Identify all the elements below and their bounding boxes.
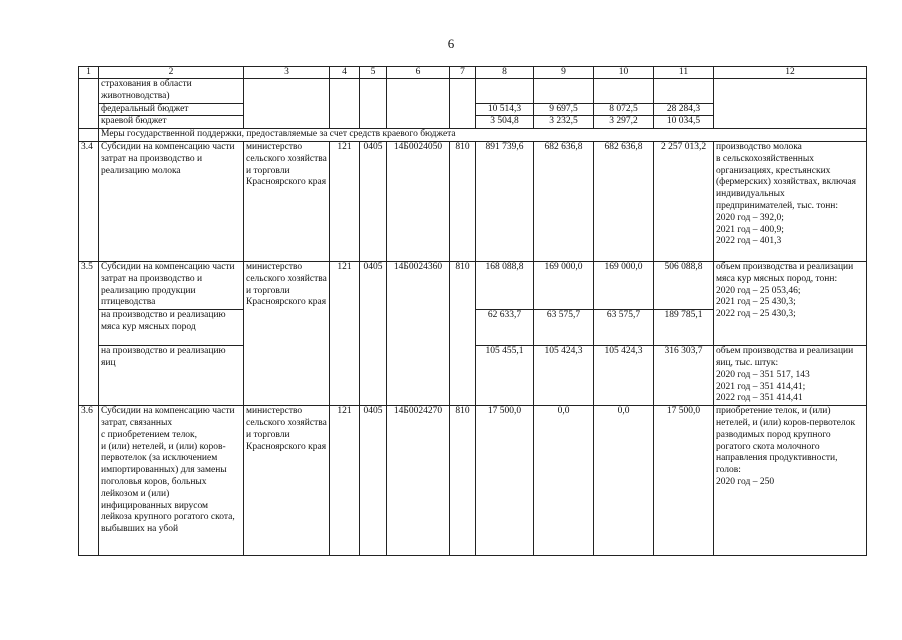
table-cell: 63 575,7 (594, 310, 654, 346)
row-number: 3.4 (79, 141, 99, 261)
measure-name: Субсидии на компенсацию части затрат на производство и реализацию молока (99, 141, 244, 261)
result-indicator: объем производства и реализации мяса кур мясных пород, тонн: 2020 год – 25 053,46; 2021 год – 25 430,3; 2022 год – 25 430,3; (714, 261, 867, 345)
ministry: министерство сельского хозяйства и торговли Красноярского края (244, 406, 330, 556)
table-cell: 810 (450, 141, 476, 261)
table-cell: 2 257 013,2 (654, 141, 714, 261)
table-cell: 17 500,0 (654, 406, 714, 556)
table-cell: 62 633,7 (476, 310, 534, 346)
table-cell: 0405 (360, 406, 387, 556)
table-cell: 3 297,2 (594, 116, 654, 129)
table-cell: 10 514,3 (476, 103, 534, 116)
ministry: министерство сельского хозяйства и торговли Красноярского края (244, 261, 330, 405)
table-cell: 168 088,8 (476, 261, 534, 309)
table-row (79, 79, 867, 104)
table-row (79, 406, 867, 556)
header-cell: 7 (450, 67, 476, 79)
table-cell: 169 000,0 (534, 261, 594, 309)
row-number: 3.6 (79, 406, 99, 556)
header-cell: 5 (360, 67, 387, 79)
table-cell: 682 636,8 (594, 141, 654, 261)
regional-budget-label: краевой бюджет (99, 116, 244, 129)
header-cell: 11 (654, 67, 714, 79)
result-indicator: объем производства и реализации яиц, тыс. штук: 2020 год – 351 517, 143 2021 год – 351 414,41; 2022 год – 351 414,41 (714, 346, 867, 406)
section-row (79, 129, 867, 142)
table-cell: 105 424,3 (594, 346, 654, 406)
table-cell: 0405 (360, 261, 387, 405)
table-cell: 506 088,8 (654, 261, 714, 309)
table-cell: 9 697,5 (534, 103, 594, 116)
header-cell: 12 (714, 67, 867, 79)
header-cell: 6 (387, 67, 450, 79)
header-cell: 3 (244, 67, 330, 79)
federal-budget-label: федеральный бюджет (99, 103, 244, 116)
subsidy-table (78, 66, 867, 556)
table-cell: 8 072,5 (594, 103, 654, 116)
table-cell: 0,0 (594, 406, 654, 556)
table-cell: 14Б0024050 (387, 141, 450, 261)
table-cell: 14Б0024270 (387, 406, 450, 556)
table-cell: 3 232,5 (534, 116, 594, 129)
header-cell: 1 (79, 67, 99, 79)
page-number: 6 (447, 36, 455, 51)
table-cell: 14Б0024360 (387, 261, 450, 405)
sub-measure-name: на производство и реализацию яиц (99, 346, 244, 406)
table-cell: 121 (330, 261, 360, 405)
table-cell: 17 500,0 (476, 406, 534, 556)
header-cell: 2 (99, 67, 244, 79)
column-number-row (79, 67, 867, 79)
header-cell: 4 (330, 67, 360, 79)
table-cell: 189 785,1 (654, 310, 714, 346)
table-cell: 169 000,0 (594, 261, 654, 309)
measure-name: Субсидии на компенсацию части затрат на производство и реализацию продукции птицеводства (99, 261, 244, 309)
table-cell: 891 739,6 (476, 141, 534, 261)
table-cell: 28 284,3 (654, 103, 714, 116)
table-cell: 0,0 (534, 406, 594, 556)
measure-name: Субсидии на компенсацию части затрат, связанных с приобретением телок, и (или) нетелей, и (или) коров-первотелок (за исключением импортированных) для замены поголовья коров, больных лейкозом и (или) инфицированных вирусом лейкоза крупного рогатого скота, выбывших на убой (99, 406, 244, 556)
table-cell: 121 (330, 406, 360, 556)
result-indicator: производство молока в сельскохозяйственных организациях, крестьянских (фермерских) хозяйствах, включая индивидуальных предпринимателей, тыс. тонн: 2020 год – 392,0; 2021 год – 400,9; 2022 год – 401,3 (714, 141, 867, 261)
table-cell: 105 424,3 (534, 346, 594, 406)
sub-measure-name: на производство и реализацию мяса кур мясных пород (99, 310, 244, 346)
row-number: 3.5 (79, 261, 99, 405)
table-row (79, 141, 867, 261)
table-row (79, 261, 867, 309)
header-cell: 8 (476, 67, 534, 79)
continued-text: страхования в области животноводства) (99, 79, 244, 104)
table-cell: 682 636,8 (534, 141, 594, 261)
ministry: министерство сельского хозяйства и торговли Красноярского края (244, 141, 330, 261)
table-cell: 105 455,1 (476, 346, 534, 406)
result-indicator: приобретение телок, и (или) нетелей, и (или) коров-первотелок разводимых пород крупного рогатого скота молочного направления продуктивности, голов: 2020 год – 250 (714, 406, 867, 556)
section-title: Меры государственной поддержки, предоставляемые за счет средств краевого бюджета (99, 129, 867, 142)
table-cell: 0405 (360, 141, 387, 261)
table-cell: 10 034,5 (654, 116, 714, 129)
table-cell: 63 575,7 (534, 310, 594, 346)
table-cell: 810 (450, 406, 476, 556)
header-cell: 10 (594, 67, 654, 79)
header-cell: 9 (534, 67, 594, 79)
table-cell: 3 504,8 (476, 116, 534, 129)
table-cell: 121 (330, 141, 360, 261)
table-cell: 316 303,7 (654, 346, 714, 406)
table-cell: 810 (450, 261, 476, 405)
